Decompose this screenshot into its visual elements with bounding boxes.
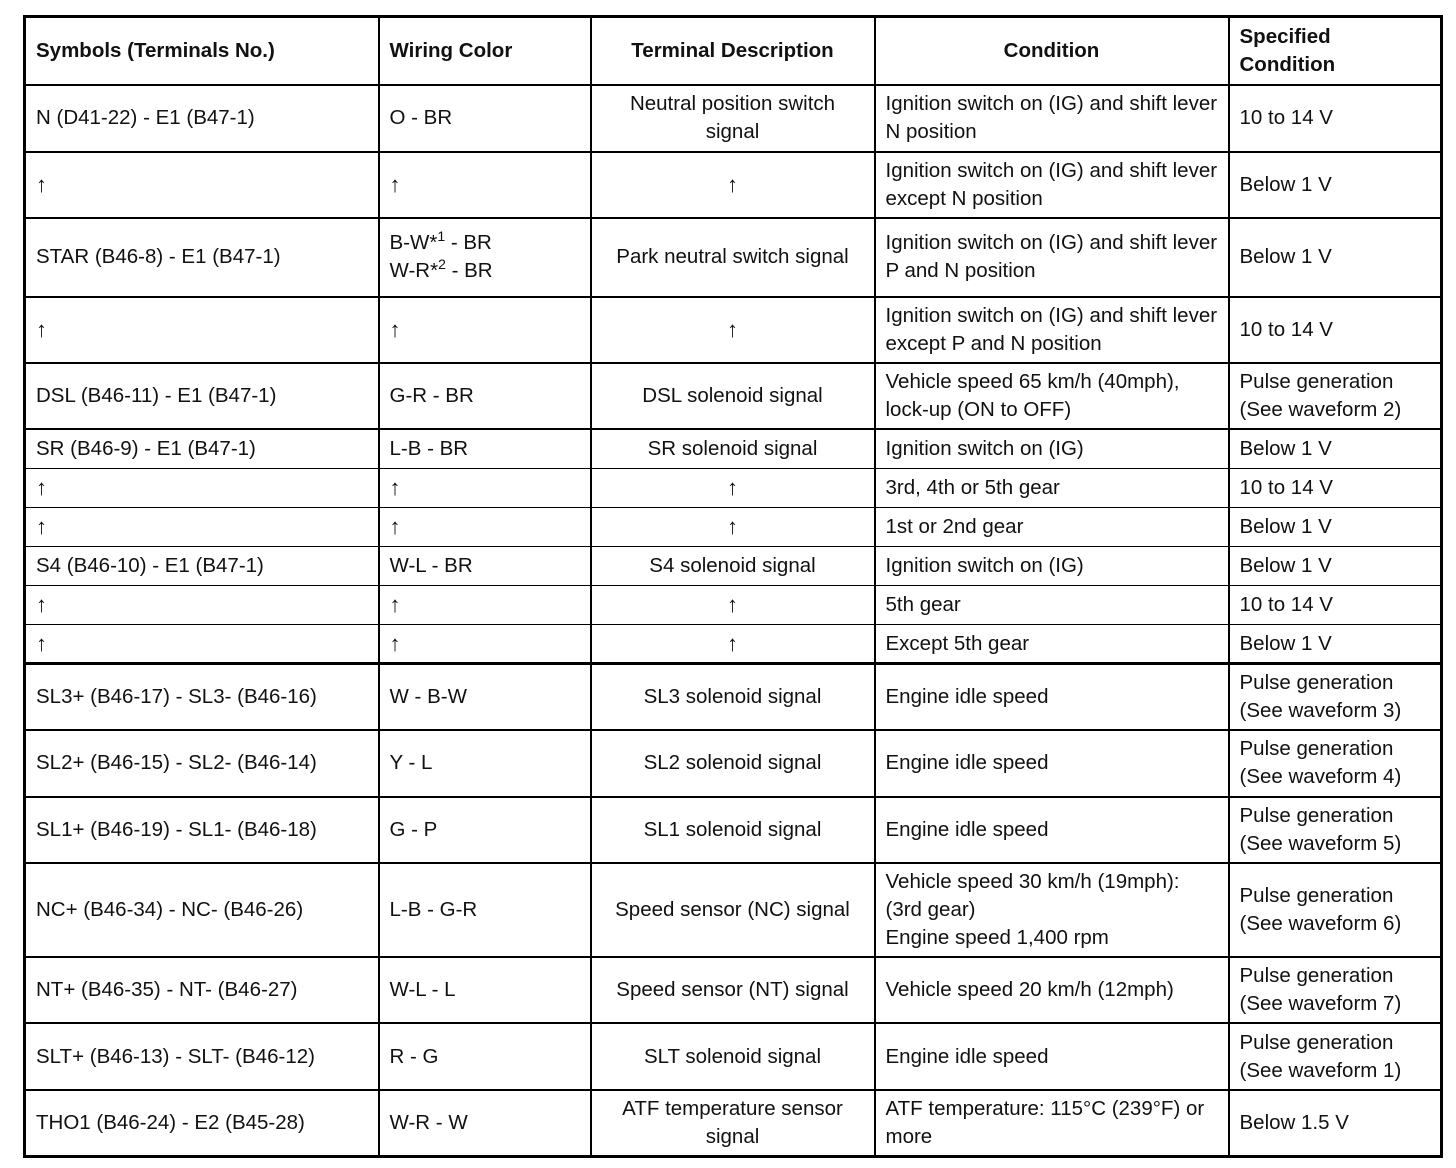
- ditto-arrow: ↑: [379, 585, 591, 624]
- table-row: [25, 546, 1442, 585]
- description-cell: SL3 solenoid signal: [591, 664, 875, 730]
- description-cell: DSL solenoid signal: [591, 363, 875, 429]
- condition-cell: Except 5th gear: [875, 624, 1229, 663]
- condition-cell: Ignition switch on (IG) and shift lever N position: [875, 85, 1229, 152]
- table-row: [25, 585, 1442, 624]
- description-cell: Neutral position switch signal: [591, 85, 875, 152]
- symbol-cell: SL3+ (B46-17) - SL3- (B46-16): [25, 664, 379, 730]
- spec-cell: Pulse generation (See waveform 6): [1229, 863, 1442, 957]
- spec-cell: Pulse generation (See waveform 3): [1229, 664, 1442, 730]
- wiring-cell: R - G: [379, 1023, 591, 1090]
- header-symbols: Symbols (Terminals No.): [25, 17, 379, 85]
- ditto-arrow: ↑: [379, 468, 591, 507]
- symbol-cell: SL2+ (B46-15) - SL2- (B46-14): [25, 730, 379, 797]
- table-row: [25, 507, 1442, 546]
- table-row: [25, 218, 1442, 297]
- description-cell: SLT solenoid signal: [591, 1023, 875, 1090]
- condition-cell: Ignition switch on (IG) and shift lever P and N position: [875, 218, 1229, 297]
- spec-cell: Pulse generation (See waveform 7): [1229, 957, 1442, 1023]
- ditto-arrow: ↑: [379, 507, 591, 546]
- table-row: [25, 468, 1442, 507]
- wiring-cell: W - B-W: [379, 664, 591, 730]
- table-row: [25, 429, 1442, 468]
- table-row: [25, 863, 1442, 957]
- ditto-arrow: ↑: [379, 297, 591, 363]
- spec-cell: Below 1 V: [1229, 218, 1442, 297]
- spec-cell: Below 1 V: [1229, 152, 1442, 218]
- description-cell: SL2 solenoid signal: [591, 730, 875, 797]
- condition-cell: ATF temperature: 115°C (239°F) or more: [875, 1090, 1229, 1156]
- table-row: [25, 797, 1442, 863]
- spec-cell: 10 to 14 V: [1229, 297, 1442, 363]
- header-row: [25, 17, 1442, 85]
- ditto-arrow: ↑: [379, 624, 591, 663]
- description-cell: ATF temperature sensor signal: [591, 1090, 875, 1156]
- condition-cell: Ignition switch on (IG) and shift lever except P and N position: [875, 297, 1229, 363]
- header-specified-condition: Specified Condition: [1229, 17, 1442, 85]
- spec-cell: 10 to 14 V: [1229, 468, 1442, 507]
- table-row: [25, 152, 1442, 218]
- table-row: [25, 730, 1442, 797]
- spec-cell: Pulse generation (See waveform 2): [1229, 363, 1442, 429]
- condition-cell: Ignition switch on (IG): [875, 429, 1229, 468]
- symbol-cell: N (D41-22) - E1 (B47-1): [25, 85, 379, 152]
- wiring-cell: W-R - W: [379, 1090, 591, 1156]
- wiring-cell: O - BR: [379, 85, 591, 152]
- wiring-cell: G-R - BR: [379, 363, 591, 429]
- table-row: [25, 664, 1442, 730]
- symbol-cell: NT+ (B46-35) - NT- (B46-27): [25, 957, 379, 1023]
- ditto-arrow: ↑: [25, 507, 379, 546]
- ditto-arrow: ↑: [25, 624, 379, 663]
- spec-cell: Below 1 V: [1229, 546, 1442, 585]
- condition-cell: Vehicle speed 65 km/h (40mph), lock-up (ON to OFF): [875, 363, 1229, 429]
- wiring-cell: L-B - G-R: [379, 863, 591, 957]
- header-wiring-color: Wiring Color: [379, 17, 591, 85]
- header-terminal-description: Terminal Description: [591, 17, 875, 85]
- symbol-cell: SL1+ (B46-19) - SL1- (B46-18): [25, 797, 379, 863]
- symbol-cell: THO1 (B46-24) - E2 (B45-28): [25, 1090, 379, 1156]
- wiring-cell: G - P: [379, 797, 591, 863]
- ditto-arrow: ↑: [25, 585, 379, 624]
- spec-cell: Below 1.5 V: [1229, 1090, 1442, 1156]
- ditto-arrow: ↑: [591, 624, 875, 663]
- terminal-spec-table: [23, 15, 1443, 1158]
- spec-cell: Pulse generation (See waveform 4): [1229, 730, 1442, 797]
- wiring-cell: W-L - BR: [379, 546, 591, 585]
- symbol-cell: SR (B46-9) - E1 (B47-1): [25, 429, 379, 468]
- spec-cell: Below 1 V: [1229, 507, 1442, 546]
- wiring-variant-1: B-W*$^1$ - BR: [389, 228, 492, 255]
- table-row: [25, 363, 1442, 429]
- header-condition: Condition: [875, 17, 1229, 85]
- symbol-cell: DSL (B46-11) - E1 (B47-1): [25, 363, 379, 429]
- ditto-arrow: ↑: [591, 297, 875, 363]
- symbol-cell: SLT+ (B46-13) - SLT- (B46-12): [25, 1023, 379, 1090]
- ditto-arrow: ↑: [591, 585, 875, 624]
- table-row: [25, 1090, 1442, 1156]
- condition-line: Engine speed 1,400 rpm: [885, 925, 1109, 949]
- condition-cell: [875, 863, 1229, 957]
- condition-cell: 3rd, 4th or 5th gear: [875, 468, 1229, 507]
- condition-cell: Ignition switch on (IG) and shift lever except N position: [875, 152, 1229, 218]
- description-cell: SL1 solenoid signal: [591, 797, 875, 863]
- wiring-cell: Y - L: [379, 730, 591, 797]
- condition-cell: 5th gear: [875, 585, 1229, 624]
- condition-line: Vehicle speed 30 km/h (19mph): (3rd gear): [885, 869, 1180, 921]
- condition-cell: Engine idle speed: [875, 1023, 1229, 1090]
- table-row: [25, 957, 1442, 1023]
- ditto-arrow: ↑: [591, 468, 875, 507]
- spec-cell: Below 1 V: [1229, 624, 1442, 663]
- condition-cell: Vehicle speed 20 km/h (12mph): [875, 957, 1229, 1023]
- condition-cell: Engine idle speed: [875, 797, 1229, 863]
- spec-cell: Pulse generation (See waveform 5): [1229, 797, 1442, 863]
- spec-cell: Below 1 V: [1229, 429, 1442, 468]
- table-row: [25, 1023, 1442, 1090]
- wiring-cell: W-L - L: [379, 957, 591, 1023]
- description-cell: S4 solenoid signal: [591, 546, 875, 585]
- wiring-variant-2: W-R*$^2$ - BR: [389, 256, 493, 283]
- ditto-arrow: ↑: [591, 152, 875, 218]
- description-cell: Speed sensor (NC) signal: [591, 863, 875, 957]
- ditto-arrow: ↑: [591, 507, 875, 546]
- condition-cell: 1st or 2nd gear: [875, 507, 1229, 546]
- condition-cell: Engine idle speed: [875, 664, 1229, 730]
- spec-cell: Pulse generation (See waveform 1): [1229, 1023, 1442, 1090]
- wiring-cell: [379, 218, 591, 297]
- table-row: [25, 85, 1442, 152]
- description-cell: Speed sensor (NT) signal: [591, 957, 875, 1023]
- ditto-arrow: ↑: [25, 468, 379, 507]
- ditto-arrow: ↑: [25, 297, 379, 363]
- spec-cell: 10 to 14 V: [1229, 85, 1442, 152]
- condition-cell: Engine idle speed: [875, 730, 1229, 797]
- symbol-cell: S4 (B46-10) - E1 (B47-1): [25, 546, 379, 585]
- condition-cell: Ignition switch on (IG): [875, 546, 1229, 585]
- description-cell: SR solenoid signal: [591, 429, 875, 468]
- ditto-arrow: ↑: [25, 152, 379, 218]
- symbol-cell: NC+ (B46-34) - NC- (B46-26): [25, 863, 379, 957]
- ditto-arrow: ↑: [379, 152, 591, 218]
- symbol-cell: STAR (B46-8) - E1 (B47-1): [25, 218, 379, 297]
- wiring-cell: L-B - BR: [379, 429, 591, 468]
- description-cell: Park neutral switch signal: [591, 218, 875, 297]
- spec-cell: 10 to 14 V: [1229, 585, 1442, 624]
- table-row: [25, 297, 1442, 363]
- table-row: [25, 624, 1442, 663]
